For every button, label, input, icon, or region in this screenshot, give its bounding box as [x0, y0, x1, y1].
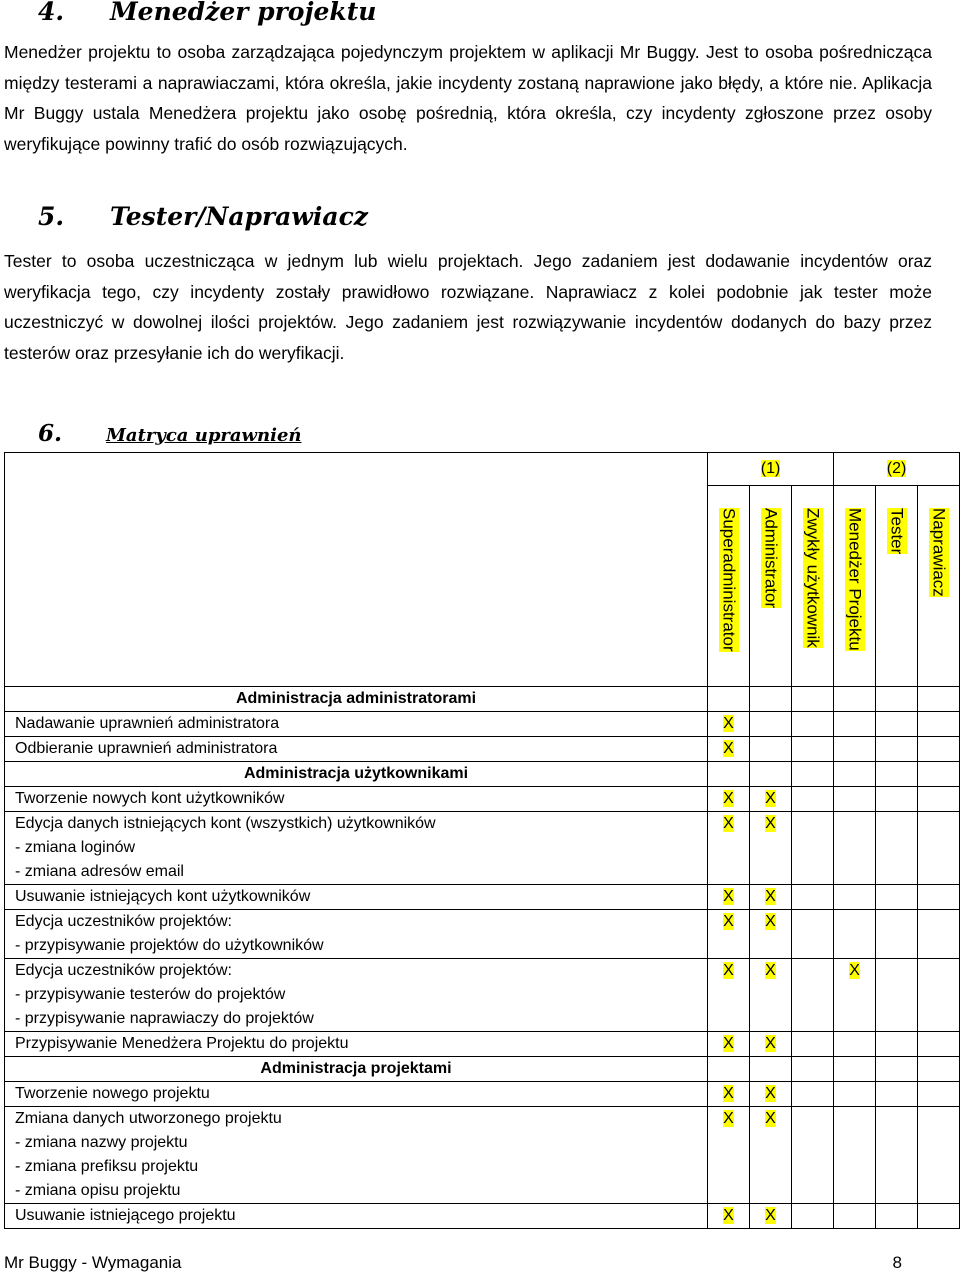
permission-cell: [750, 1204, 792, 1229]
permission-cell: [918, 812, 960, 885]
permission-cell: [918, 885, 960, 910]
permission-cell: [876, 1082, 918, 1107]
permission-title: Zmiana danych utworzonego projektu: [15, 1110, 282, 1127]
matrix-empty-cell: [834, 762, 876, 787]
permission-cell: [918, 910, 960, 959]
matrix-group-title: Administracja użytkownikami: [5, 762, 708, 787]
matrix-group-label-row: [5, 453, 960, 486]
permission-title: Przypisywanie Menedżera Projektu do projektu: [15, 1035, 349, 1052]
permission-description: [5, 812, 708, 885]
permission-mark: X: [765, 1085, 776, 1102]
matrix-permission-row: [5, 959, 960, 1032]
matrix-empty-cell: [876, 1057, 918, 1082]
section-4-number: 4.: [38, 0, 65, 26]
permission-detail: - zmiana adresów email: [15, 863, 184, 880]
matrix-empty-cell: [792, 1057, 834, 1082]
matrix-empty-cell: [876, 687, 918, 712]
matrix-permission-row: [5, 737, 960, 762]
matrix-empty-cell: [918, 687, 960, 712]
permission-mark: X: [723, 815, 734, 832]
permission-cell: [834, 910, 876, 959]
section-4-paragraph: Menedżer projektu to osoba zarządzająca pojedynczym projektem w aplikacji Mr Buggy. Jest to osoba pośrednicząca między testerami a naprawiaczami, która określa, jakie incydenty zostaną naprawione jako błędy, a które nie. Aplikacja Mr Buggy ustala Menedżera projektu jako osobę pośrednią, która określa, czy incydenty zgłoszone przez osoby weryfikujące powinny trafić do osób rozwiązujących.: [4, 42, 932, 154]
permission-title: Edycja uczestników projektów:: [15, 913, 232, 930]
permission-matrix-body: [5, 453, 960, 1229]
permission-cell: [708, 1204, 750, 1229]
permission-cell: [792, 910, 834, 959]
permission-mark: X: [765, 888, 776, 905]
group-label-2-text: (2): [886, 460, 907, 477]
section-5-number: 5.: [38, 202, 65, 231]
matrix-empty-cell: [750, 762, 792, 787]
footer-page-number: 8: [892, 1253, 902, 1272]
section-5-heading: [38, 202, 368, 231]
permission-title: Edycja danych istniejących kont (wszystkich) użytkowników: [15, 815, 436, 832]
permission-cell: [876, 885, 918, 910]
matrix-empty-cell: [792, 687, 834, 712]
permission-cell: [750, 959, 792, 1032]
permission-cell: [918, 1107, 960, 1204]
permission-mark: X: [723, 1035, 734, 1052]
permission-mark: X: [723, 740, 734, 757]
permission-mark: X: [723, 962, 734, 979]
matrix-empty-cell: [834, 687, 876, 712]
matrix-group-header-row: [5, 687, 960, 712]
permission-cell: [750, 1032, 792, 1057]
permission-cell: [708, 787, 750, 812]
permission-cell: [750, 712, 792, 737]
permission-detail: - przypisywanie testerów do projektów: [15, 986, 286, 1003]
permission-cell: [750, 737, 792, 762]
matrix-group-header-row: [5, 762, 960, 787]
permission-cell: [708, 812, 750, 885]
permission-description: [5, 1032, 708, 1057]
matrix-permission-row: [5, 1107, 960, 1204]
permission-cell: [750, 1082, 792, 1107]
matrix-empty-cell: [834, 1057, 876, 1082]
role-header-naprawiacz: [918, 486, 960, 687]
permission-cell: [834, 1107, 876, 1204]
permission-cell: [834, 812, 876, 885]
permission-cell: [834, 959, 876, 1032]
permission-cell: [918, 1204, 960, 1229]
permission-cell: [918, 1032, 960, 1057]
section-5-title: Tester/Naprawiacz: [110, 202, 369, 231]
role-header-tester: [876, 486, 918, 687]
permission-cell: [750, 885, 792, 910]
permission-mark: X: [765, 1110, 776, 1127]
permission-cell: [834, 885, 876, 910]
permission-mark: X: [765, 1207, 776, 1224]
permission-mark: X: [723, 790, 734, 807]
permission-cell: [876, 1032, 918, 1057]
matrix-empty-cell: [750, 1057, 792, 1082]
permission-title: Nadawanie uprawnień administratora: [15, 715, 280, 732]
role-label: Zwykły użytkownik: [803, 508, 823, 648]
permission-detail: - zmiana prefiksu projektu: [15, 1158, 199, 1175]
matrix-empty-cell: [708, 687, 750, 712]
permission-mark: X: [765, 815, 776, 832]
role-label: Administrator: [761, 508, 781, 609]
permission-mark: X: [765, 962, 776, 979]
permission-cell: [876, 737, 918, 762]
footer-document-title: Mr Buggy - Wymagania: [4, 1253, 182, 1272]
role-label: Superadministrator: [719, 508, 739, 652]
permission-detail: - zmiana nazwy projektu: [15, 1134, 188, 1151]
matrix-empty-cell: [708, 1057, 750, 1082]
permission-cell: [876, 712, 918, 737]
permission-cell: [834, 1032, 876, 1057]
permission-description: [5, 1204, 708, 1229]
permission-mark: X: [723, 1207, 734, 1224]
permission-description: [5, 712, 708, 737]
permission-cell: [876, 910, 918, 959]
permission-cell: [918, 712, 960, 737]
matrix-group-label-1: [708, 453, 834, 486]
matrix-group-label-2: [834, 453, 960, 486]
matrix-permission-row: [5, 812, 960, 885]
permission-description: [5, 885, 708, 910]
matrix-group-header-row: [5, 1057, 960, 1082]
permission-mark: X: [765, 790, 776, 807]
permission-cell: [918, 787, 960, 812]
permission-cell: [876, 959, 918, 1032]
permission-cell: [876, 812, 918, 885]
matrix-permission-row: [5, 885, 960, 910]
permission-cell: [918, 737, 960, 762]
permission-title: Edycja uczestników projektów:: [15, 962, 232, 979]
permission-cell: [750, 910, 792, 959]
matrix-empty-cell: [876, 762, 918, 787]
matrix-permission-row: [5, 1032, 960, 1057]
permission-mark: X: [723, 888, 734, 905]
permission-description: [5, 1082, 708, 1107]
role-header-zwykly-uzytkownik: [792, 486, 834, 687]
permission-cell: [876, 1107, 918, 1204]
matrix-permission-row: [5, 712, 960, 737]
permission-description: [5, 910, 708, 959]
permission-mark: X: [765, 1035, 776, 1052]
group-label-1-text: (1): [760, 460, 781, 477]
matrix-permission-row: [5, 1204, 960, 1229]
matrix-group-title: Administracja administratorami: [5, 687, 708, 712]
permission-cell: [750, 787, 792, 812]
permission-cell: [792, 1204, 834, 1229]
permission-cell: [834, 787, 876, 812]
matrix-empty-cell: [750, 687, 792, 712]
permission-mark: X: [723, 913, 734, 930]
permission-cell: [750, 812, 792, 885]
permission-description: [5, 959, 708, 1032]
permission-detail: - przypisywanie naprawiaczy do projektów: [15, 1010, 314, 1027]
role-header-administrator: [750, 486, 792, 687]
role-header-superadministrator: [708, 486, 750, 687]
section-4-title: Menedżer projektu: [110, 0, 377, 26]
permission-cell: [834, 737, 876, 762]
permission-title: Usuwanie istniejących kont użytkowników: [15, 888, 311, 905]
permission-cell: [918, 959, 960, 1032]
permission-mark: X: [723, 1110, 734, 1127]
permission-matrix: [4, 452, 960, 1229]
permission-cell: [708, 737, 750, 762]
matrix-permission-row: [5, 787, 960, 812]
permission-cell: [792, 885, 834, 910]
permission-title: Usuwanie istniejącego projektu: [15, 1207, 236, 1224]
section-6-title: Matryca uprawnień: [106, 425, 302, 446]
permission-detail: - przypisywanie projektów do użytkowników: [15, 937, 324, 954]
permission-cell: [918, 1082, 960, 1107]
permission-cell: [708, 910, 750, 959]
permission-cell: [876, 787, 918, 812]
permission-cell: [834, 712, 876, 737]
role-label: Menedżer Projektu: [845, 508, 865, 651]
permission-mark: X: [765, 913, 776, 930]
permission-cell: [792, 1107, 834, 1204]
section-6-heading: [38, 420, 302, 447]
matrix-empty-cell: [918, 762, 960, 787]
permission-cell: [792, 959, 834, 1032]
permission-cell: [708, 712, 750, 737]
role-label: Naprawiacz: [929, 508, 949, 597]
permission-title: Tworzenie nowych kont użytkowników: [15, 790, 285, 807]
permission-description: [5, 1107, 708, 1204]
permission-cell: [792, 812, 834, 885]
matrix-corner-cell: [5, 453, 708, 687]
matrix-empty-cell: [792, 762, 834, 787]
permission-description: [5, 787, 708, 812]
permission-cell: [792, 737, 834, 762]
matrix-empty-cell: [708, 762, 750, 787]
permission-title: Tworzenie nowego projektu: [15, 1085, 210, 1102]
section-4-heading: [38, 0, 376, 26]
permission-cell: [792, 1032, 834, 1057]
permission-detail: - zmiana loginów: [15, 839, 136, 856]
permission-mark: X: [723, 1085, 734, 1102]
permission-description: [5, 737, 708, 762]
permission-mark: X: [849, 962, 860, 979]
permission-title: Odbieranie uprawnień administratora: [15, 740, 278, 757]
permission-cell: [792, 1082, 834, 1107]
section-5-paragraph: Tester to osoba uczestnicząca w jednym lub wielu projektach. Jego zadaniem jest dodawanie incydentów oraz weryfikacja tego, czy incydenty zostały prawidłowo rozwiązane. Naprawiacz z kolei podobnie jak tester może uczestniczyć w dowolnej ilości projektów. Jego zadaniem jest rozwiązywanie incydentów dodanych do bazy przez testerów oraz przesyłanie ich do weryfikacji.: [4, 251, 932, 363]
matrix-empty-cell: [918, 1057, 960, 1082]
permission-cell: [708, 1107, 750, 1204]
permission-cell: [792, 787, 834, 812]
matrix-permission-row: [5, 910, 960, 959]
permission-cell: [708, 1082, 750, 1107]
permission-detail: - zmiana opisu projektu: [15, 1182, 181, 1199]
permission-mark: X: [723, 715, 734, 732]
permission-cell: [708, 959, 750, 1032]
permission-cell: [834, 1204, 876, 1229]
permission-cell: [708, 1032, 750, 1057]
permission-cell: [792, 712, 834, 737]
permission-cell: [708, 885, 750, 910]
matrix-permission-row: [5, 1082, 960, 1107]
permission-cell: [750, 1107, 792, 1204]
matrix-group-title: Administracja projektami: [5, 1057, 708, 1082]
role-label: Tester: [887, 508, 907, 555]
role-header-menedzer-projektu: [834, 486, 876, 687]
section-6-number: 6.: [38, 420, 63, 447]
permission-cell: [876, 1204, 918, 1229]
permission-cell: [834, 1082, 876, 1107]
